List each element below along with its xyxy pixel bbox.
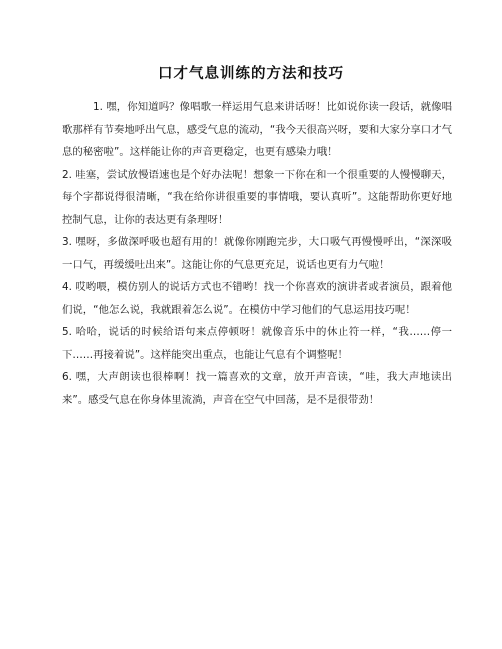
paragraph-1: 1. 嘿，你知道吗？像唱歌一样运用气息来讲话呀！比如说你读一段话，就像唱歌那样有节奏地呼出气息，感受气息的流动，“我今天很高兴呀，要和大家分享口才气息的秘密啦”。这样能让你的声音更稳定，也更有感染力哦！ — [62, 101, 452, 158]
paragraph-2: 2. 哇塞，尝试放慢语速也是个好办法呢！想象一下你在和一个很重要的人慢慢聊天，每个字都说得很清晰，“我在给你讲很重要的事情哦，要认真听”。这能帮助你更好地控制气息，让你的表达更有条理呀！ — [62, 168, 452, 226]
paragraph-6: 6. 嘿，大声朗读也很棒啊！找一篇喜欢的文章，放开声音读，“哇，我大声地读出来”。感受气息在你身体里流淌，声音在空气中回荡，是不是很带劲！ — [62, 371, 452, 406]
document-body — [62, 96, 452, 411]
paragraph-3: 3. 嘿呀，多做深呼吸也超有用的！就像你刚跑完步，大口吸气再慢慢呼出，“深深吸一口气，再缓缓吐出来”。这能让你的气息更充足，说话也更有力气啦！ — [62, 236, 452, 271]
paragraph-4: 4. 哎哟喂，模仿别人的说话方式也不错哟！找一个你喜欢的演讲者或者演员，跟着他们说，“他怎么说，我就跟着怎么说”。在模仿中学习他们的气息运用技巧呢！ — [62, 281, 452, 316]
paragraph-5: 5. 哈哈，说话的时候给语句来点停顿呀！就像音乐中的休止符一样，“我……停一下……再接着说”。这样能突出重点，也能让气息有个调整呢！ — [62, 326, 452, 361]
document-title: 口才气息训练的方法和技巧 — [158, 66, 344, 82]
